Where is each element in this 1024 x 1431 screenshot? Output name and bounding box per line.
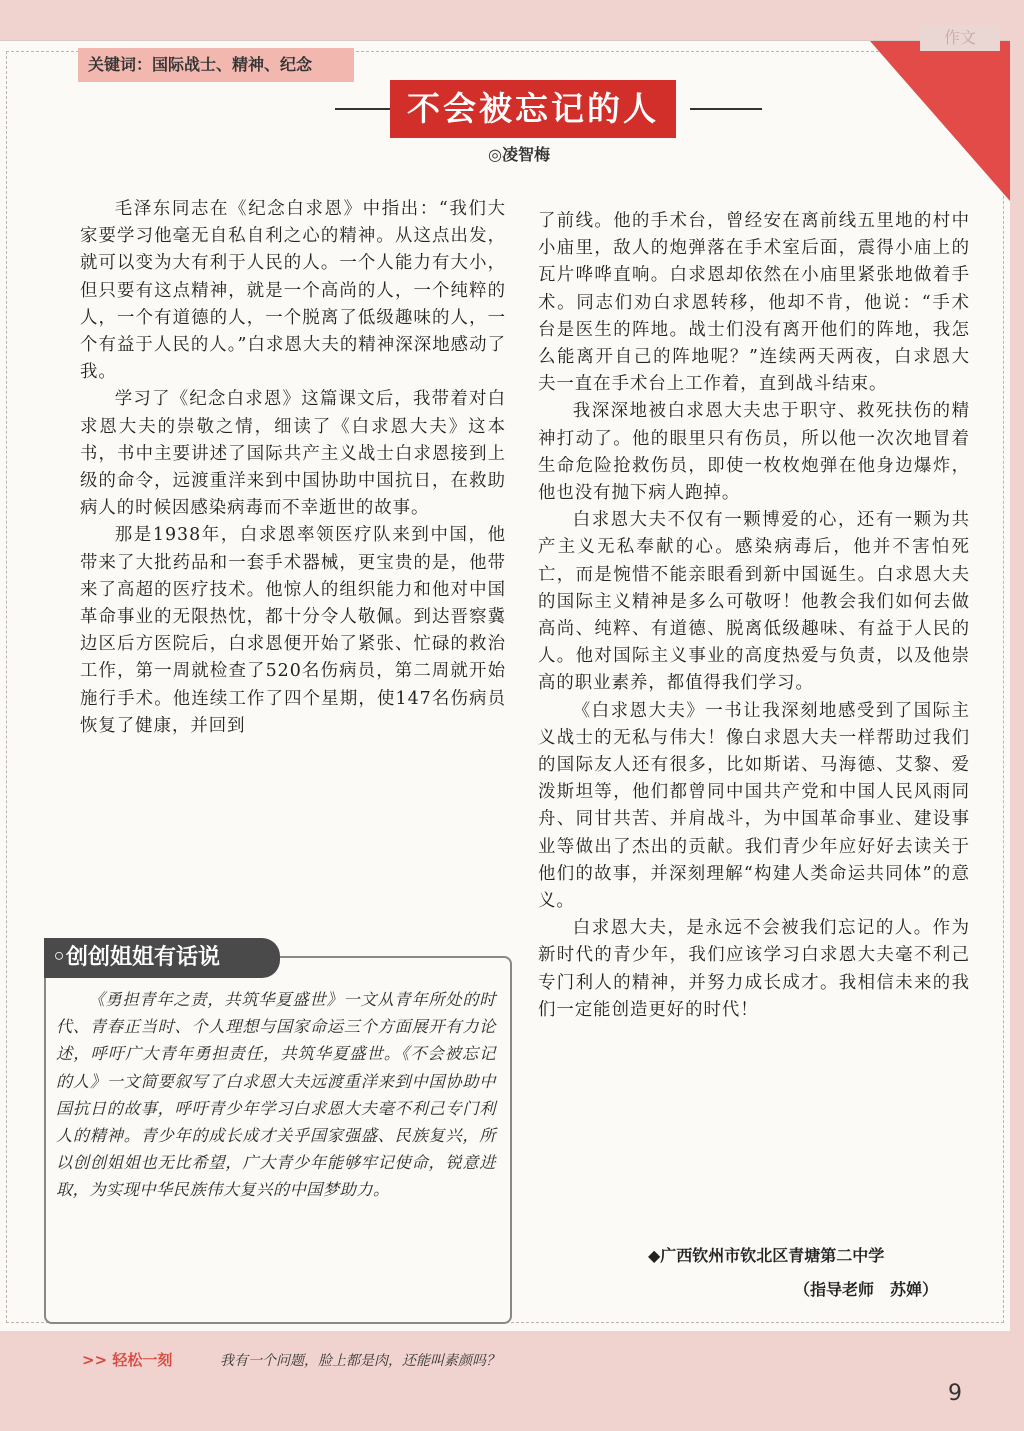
article-column-right <box>538 208 970 1024</box>
footer-joke: 我有一个问题，脸上都是肉，还能叫素颜吗？ <box>220 1353 500 1369</box>
title-rule-left <box>335 108 390 110</box>
title-rule-right <box>690 108 762 110</box>
keywords-banner: 关键词：国际战士、精神、纪念 <box>78 48 354 82</box>
paragraph: 那是1938年，白求恩率领医疗队来到中国，他带来了大批药品和一套手术器械，更宝贵的是，他带来了高超的医疗技术。他惊人的组织能力和他对中国革命事业的无限热忱，都十分令人敬佩。到达晋察冀边区后方医院后，白求恩便开始了紧张、忙碌的救治工作，第一周就检查了520名伤病员，第二周就开始施行手术。他连续工作了四个星期，使147名伤病员恢复了健康，并回到 <box>80 525 506 736</box>
teacher-credit: （指导老师 苏婵） <box>794 1280 939 1299</box>
paragraph: 学习了《纪念白求恩》这篇课文后，我带着对白求恩大夫的崇敬之情，细读了《白求恩大夫》这本书，书中主要讲述了国际共产主义战士白求恩接到上级的命令，远渡重洋来到中国协助中国抗日，在救助病人的时候因感染病毒而不幸逝世的故事。 <box>80 389 506 519</box>
article-column-left <box>80 196 506 740</box>
editor-comment-text <box>56 986 496 1204</box>
paragraph: 了前线。他的手术台，曾经安在离前线五里地的村中小庙里，敌人的炮弹落在手术室后面，震得小庙上的瓦片哗哗直响。白求恩却依然在小庙里紧张地做着手术。同志们劝白求恩转移，他却不肯，他说：“手术台是医生的阵地。战士们没有离开他们的阵地，我怎么能离开自己的阵地呢？”连续两天两夜，白求恩大夫一直在手术台上工作着，直到战斗结束。 <box>538 211 970 395</box>
author-name: ◎凌智梅 <box>488 145 550 164</box>
comment-paragraph: 《勇担青年之责，共筑华夏盛世》一文从青年所处的时代、青春正当时、个人理想与国家命运三个方面展开有力论述，呼吁广大青年勇担责任，共筑华夏盛世。《不会被忘记的人》一文简要叙写了白求恩大夫远渡重洋来到中国协助中国抗日的故事，呼吁青少年学习白求恩大夫毫不利己专门利人的精神。青少年的成长成才关乎国家强盛、民族复兴，所以创创姐姐也无比希望，广大青少年能够牢记使命，锐意进取，为实现中华民族伟大复兴的中国梦助力。 <box>56 990 496 1200</box>
school-name: ◆广西钦州市钦北区青塘第二中学 <box>648 1246 885 1265</box>
footer-section-label: >> 轻松一刻 <box>82 1351 173 1369</box>
paragraph: 毛泽东同志在《纪念白求恩》中指出：“我们大家要学习他毫无自私自利之心的精神。从这点出发，就可以变为大有利于人民的人。一个人能力有大小，但只要有这点精神，就是一个高尚的人，一个纯粹的人，一个有道德的人，一个脱离了低级趣味的人，一个有益于人民的人。”白求恩大夫的精神深深地感动了我。 <box>80 199 506 383</box>
section-tab: 作文 <box>920 25 1000 51</box>
corner-decoration <box>870 41 1010 201</box>
paragraph: 白求恩大夫不仅有一颗博爱的心，还有一颗为共产主义无私奉献的心。感染病毒后，他并不害怕死亡，而是惋惜不能亲眼看到新中国诞生。白求恩大夫的国际主义精神是多么可敬呀！他教会我们如何去做高尚、纯粹、有道德、脱离低级趣味、有益于人民的人。他对国际主义事业的高度热爱与负责，以及他崇高的职业素养，都值得我们学习。 <box>538 510 970 694</box>
paragraph: 我深深地被白求恩大夫忠于职守、救死扶伤的精神打动了。他的眼里只有伤员，所以他一次次地冒着生命危险抢救伤员，即使一枚枚炮弹在他身边爆炸，他也没有抛下病人跑掉。 <box>538 401 970 504</box>
page-number: 9 <box>948 1381 962 1406</box>
article-title: 不会被忘记的人 <box>390 80 676 138</box>
editor-comment-header: ◦创创姐姐有话说 <box>44 938 280 978</box>
paragraph: 《白求恩大夫》一书让我深刻地感受到了国际主义战士的无私与伟大！像白求恩大夫一样帮助过我们的国际友人还有很多，比如斯诺、马海德、艾黎、爱泼斯坦等，他们都曾同中国共产党和中国人民风雨同舟、同甘共苦、并肩战斗，为中国革命事业、建设事业等做出了杰出的贡献。我们青少年应好好去读关于他们的故事，并深刻理解“构建人类命运共同体”的意义。 <box>538 700 970 912</box>
paragraph: 白求恩大夫，是永远不会被我们忘记的人。作为新时代的青少年，我们应该学习白求恩大夫毫不利己专门利人的精神，并努力成长成才。我相信未来的我们一定能创造更好的时代！ <box>538 918 970 1020</box>
